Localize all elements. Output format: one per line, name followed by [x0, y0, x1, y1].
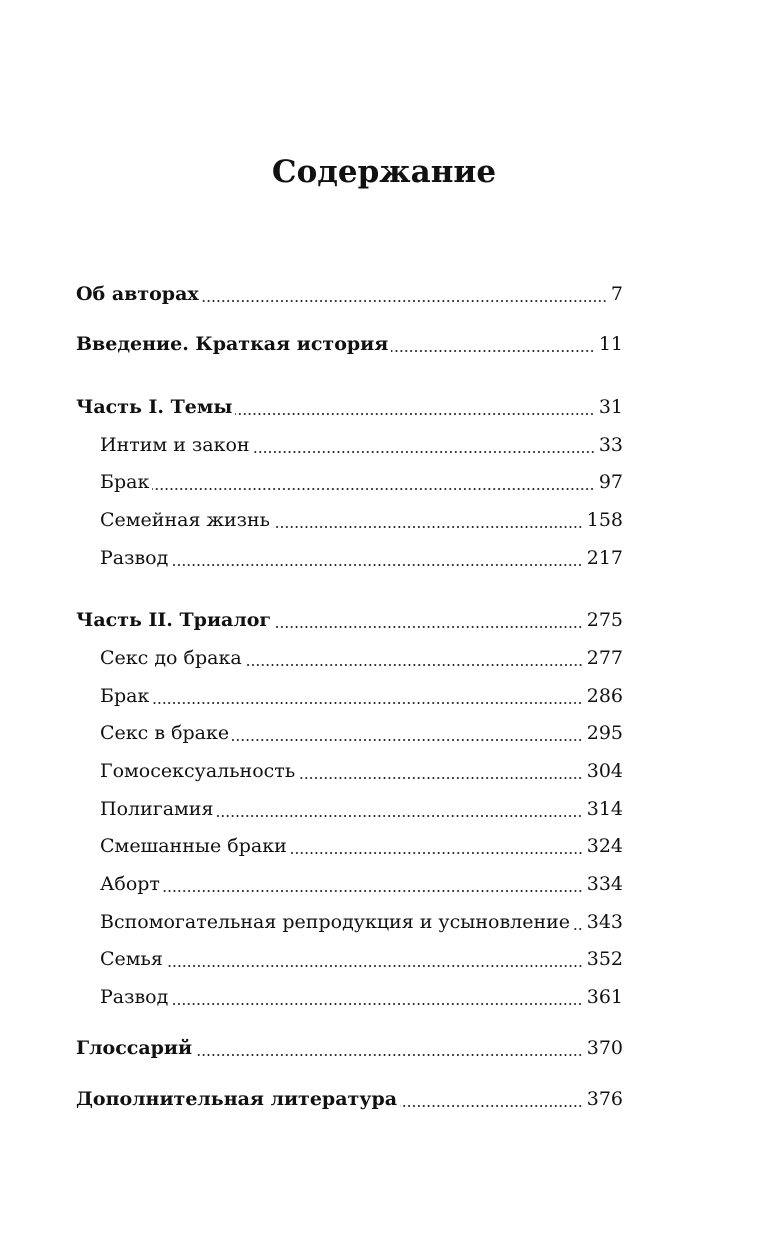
toc-entry-page-number: 275 — [586, 609, 623, 631]
toc-entry-page-number: 334 — [586, 873, 623, 895]
dot-leader — [152, 702, 582, 704]
toc-entry-page-number: 33 — [598, 434, 623, 456]
dot-leader — [166, 965, 583, 967]
toc-entry-title: Семья — [100, 948, 163, 970]
toc-entry-page-number: 31 — [598, 396, 623, 418]
dot-leader — [171, 1003, 582, 1005]
toc-entry-page-number: 11 — [598, 333, 623, 355]
toc-entry-page-number: 158 — [586, 509, 623, 531]
toc-entry — [100, 756, 623, 786]
toc-entry-page-number: 286 — [586, 685, 623, 707]
dot-leader — [195, 1054, 583, 1056]
toc-entry-page-number: 277 — [586, 647, 623, 669]
dot-leader — [253, 451, 595, 453]
toc-entry-title: Полигамия — [100, 798, 214, 820]
toc-entry — [76, 605, 623, 635]
toc-entry-page-number: 361 — [586, 986, 623, 1008]
toc-entry-page-number: 370 — [586, 1037, 623, 1059]
toc-entry — [76, 1084, 623, 1114]
dot-leader — [273, 526, 583, 528]
toc-entry — [100, 505, 623, 535]
toc-entry-title: Введение. Краткая история — [76, 333, 389, 355]
toc-entry — [76, 329, 623, 359]
dot-leader — [290, 852, 583, 854]
toc-entry-title: Секс в браке — [100, 722, 230, 744]
toc-entry-title: Вспомогательная репродукция и усыновление — [100, 911, 571, 933]
toc-entry-title: Смешанные браки — [100, 835, 287, 857]
toc-entry — [100, 643, 623, 673]
toc-entry-page-number: 7 — [610, 283, 623, 305]
dot-leader — [245, 664, 583, 666]
dot-leader — [274, 626, 583, 628]
toc-entry-page-number: 304 — [586, 760, 623, 782]
dot-leader — [216, 815, 582, 817]
toc-entry-page-number: 324 — [586, 835, 623, 857]
toc-entry-title: Гомосексуальность — [100, 760, 296, 782]
toc-entry — [76, 1033, 623, 1063]
toc-entry-title: Интим и закон — [100, 434, 250, 456]
toc-entry — [100, 718, 623, 748]
toc-entry-title: Развод — [100, 547, 169, 569]
dot-leader — [400, 1105, 583, 1107]
toc-entry-page-number: 295 — [586, 722, 623, 744]
toc-entry-title: Развод — [100, 986, 169, 1008]
toc-entry — [100, 794, 623, 824]
toc-entry-title: Семейная жизнь — [100, 509, 270, 531]
toc-entry — [100, 543, 623, 573]
toc-entry-page-number: 217 — [586, 547, 623, 569]
toc-entry-title: Секс до брака — [100, 647, 242, 669]
toc-entry-title: Часть II. Триалог — [76, 609, 272, 631]
toc-entry-page-number: 352 — [586, 948, 623, 970]
toc-entry-page-number: 314 — [586, 798, 623, 820]
page-title: Содержание — [271, 154, 497, 190]
toc-entry — [76, 279, 623, 309]
toc-entry — [100, 907, 623, 937]
toc-entry — [100, 467, 623, 497]
toc-entry — [100, 430, 623, 460]
dot-leader — [573, 928, 583, 930]
toc-entry — [100, 982, 623, 1012]
toc-entry-title: Глоссарий — [76, 1037, 193, 1059]
dot-leader — [171, 564, 582, 566]
toc-entry — [100, 944, 623, 974]
dot-leader — [152, 488, 594, 490]
toc-entry-page-number: 376 — [586, 1088, 623, 1110]
dot-leader — [235, 413, 594, 415]
toc-entry — [76, 392, 623, 422]
dot-leader — [202, 300, 607, 302]
dot-leader — [232, 739, 583, 741]
dot-leader — [298, 777, 583, 779]
dot-leader — [391, 350, 595, 352]
toc-entry — [100, 869, 623, 899]
toc-entry-title: Аборт — [100, 873, 160, 895]
toc-entry — [100, 831, 623, 861]
toc-entry-title: Брак — [100, 471, 150, 493]
toc-entry-title: Дополнительная литература — [76, 1088, 398, 1110]
toc-entry-page-number: 343 — [586, 911, 623, 933]
toc-entry-title: Часть I. Темы — [76, 396, 233, 418]
toc-entry-page-number: 97 — [598, 471, 623, 493]
dot-leader — [163, 890, 583, 892]
toc-entry-title: Брак — [100, 685, 150, 707]
toc-entry — [100, 681, 623, 711]
toc-entry-title: Об авторах — [76, 283, 199, 305]
